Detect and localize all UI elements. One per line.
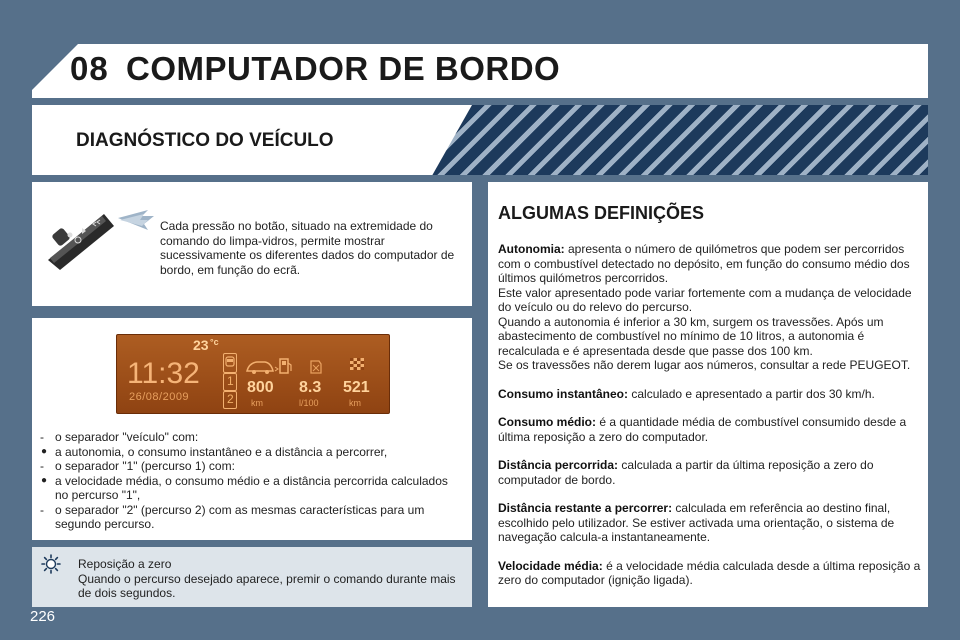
wiper-stalk-illustration <box>44 200 154 275</box>
temperature-unit: °c <box>210 337 219 347</box>
checkered-flag-icon <box>349 357 365 373</box>
range-value: 800 <box>247 379 274 396</box>
consumption-unit: l/100 <box>299 398 319 408</box>
section-title: DIAGNÓSTICO DO VEÍCULO <box>76 130 334 151</box>
sun-icon <box>41 554 61 574</box>
tab-vehicle <box>223 353 237 373</box>
list-item: - o separador "veículo" com: <box>40 430 199 444</box>
consumption-value: 8.3 <box>299 379 322 396</box>
clock-time: 11:32 <box>127 357 200 390</box>
page-number: 226 <box>30 608 56 625</box>
definition-consumo-medio: Consumo médio: é a quantidade média de combustível consumido desde a última reposição a zero do computador. <box>498 415 907 444</box>
range-unit: km <box>251 398 263 408</box>
tab-trip-1 <box>223 373 237 391</box>
definition-consumo-instantaneo: Consumo instantâneo: calculado e apresentado a partir dos 30 km/h. <box>498 386 875 401</box>
fuel-can-icon <box>309 357 323 375</box>
intro-text: Cada pressão no botão, situado na extremidade do comando do limpa-vidros, permite mostrar sucessivamente os diferentes dados do computador de bordo, em função do ecrã. <box>160 219 455 277</box>
distance-unit: km <box>349 398 361 408</box>
tip-body: Quando o percurso desejado aparece, premir o comando durante mais de dois segundos. <box>78 571 456 600</box>
definition-distancia-percorrida: Distância percorrida: calculada a partir da última reposição a zero do computador de bordo. <box>498 458 874 487</box>
tip-title: Reposição a zero <box>78 557 172 571</box>
tab-trip-1-label: 1 <box>227 374 234 388</box>
list-item: ● a velocidade média, o consumo médio e a distância percorrida calculados no percurso "1", <box>41 473 448 502</box>
tab-trip-2 <box>223 391 237 409</box>
chapter-number: 08 <box>70 50 109 87</box>
definitions-list <box>498 242 922 602</box>
list-item: - o separador "2" (percurso 2) com as mesmas características para um segundo percurso. <box>40 502 425 531</box>
tip-text <box>78 557 458 601</box>
tabs-description-list <box>40 430 460 532</box>
distance-value: 521 <box>343 379 370 396</box>
car-range-icon <box>245 359 279 375</box>
fuel-pump-icon <box>279 357 293 375</box>
display-date: 26/08/2009 <box>129 391 190 403</box>
car-icon <box>224 354 236 370</box>
definition-autonomia: Autonomia: apresenta o número de quilómetros que podem ser percorridos com o combustível detectado no depósito, em função do consumo médio dos últimos quilómetros percorridos. Este valor apresentado pode variar fortemente com a mudança de velocidade do veículo ou do relevo do percurso. Quando a autonomia é inferior a 30 km, surgem os travessões. Após um abastecimento de combustível no mínimo de 10 litros, a autonomia é recalculada e é apresentada desde que passe dos 100 km. Se os travessões não derem lugar aos números, consultar a rede PEUGEOT. <box>498 242 912 372</box>
tab-trip-2-label: 2 <box>227 392 234 406</box>
definition-distancia-restante: Distância restante a percorrer: calculada em referência ao destino final, escolhido pelo utilizador. Se estiver activada uma orientação, o sistema de navegação calcula-a instantaneamente. <box>498 501 895 544</box>
definition-velocidade-media: Velocidade média: é a velocidade média calculada desde a última reposição a zero do computador (ignição ligada). <box>498 558 921 587</box>
list-item: ● a autonomia, o consumo instantâneo e a distância a percorrer, <box>41 444 388 459</box>
chapter-title: COMPUTADOR DE BORDO <box>126 50 561 87</box>
temperature-value: 23 <box>193 337 209 353</box>
definitions-title: ALGUMAS DEFINIÇÕES <box>498 203 705 223</box>
list-item: - o separador "1" (percurso 1) com: <box>40 459 235 473</box>
multifunction-display <box>116 334 390 414</box>
